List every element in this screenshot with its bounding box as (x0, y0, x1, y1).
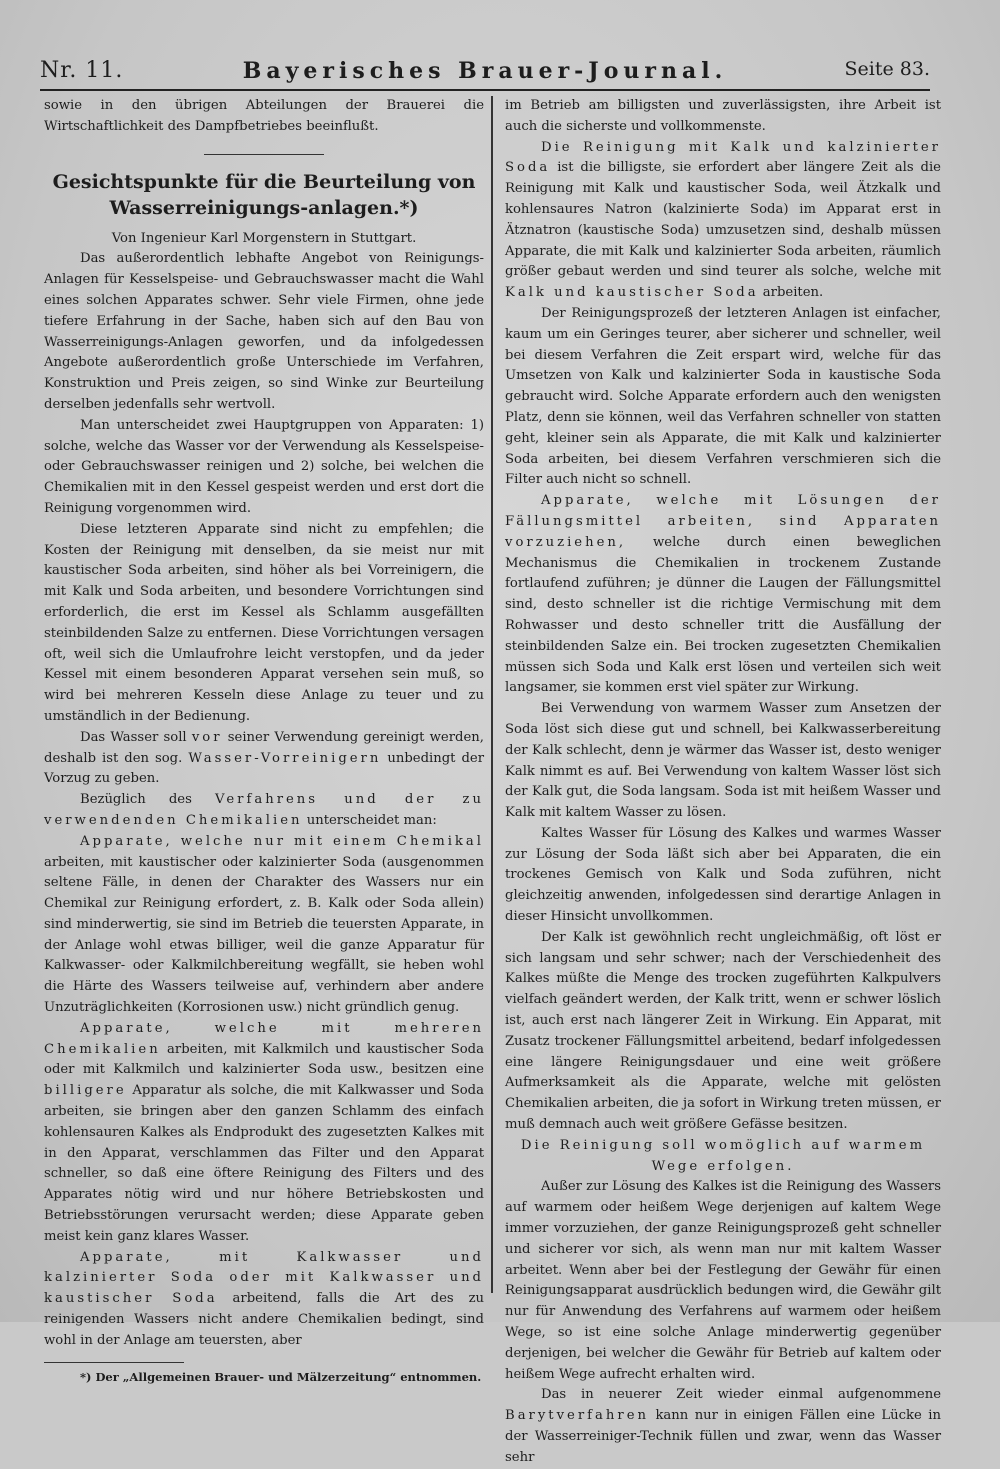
paragraph: Außer zur Lösung des Kalkes ist die Reinigung des Wassers auf warmem oder heißem Wege derjenigen auf kaltem Wege immer vorzuziehen, der ganze Reinigungsprozeß geht schneller und sicherer vor sich, als wenn man nur mit kaltem Wasser arbeitet. Wenn aber bei der Festlegung der Gewähr für einen Reinigungsapparat ausdrücklich bedungen wird, die Gewähr gilt nur für Anwendung des Verfahrens auf warmem oder heißem Wege, so ist eine solche Anlage minderwertig gegenüber derjenigen, bei welcher die Gewähr für Betrieb auf kaltem oder heißem Wege aufrecht erhalten wird. (505, 1179, 941, 1382)
page-header (40, 58, 930, 90)
issue-number: Nr. 11. (40, 58, 124, 83)
paragraph: Apparate, welche mit mehreren Chemikalien arbeiten, mit Kalkmilch und kaustischer Soda oder mit Kalkmilch und kalzinierter Soda usw., besitzen eine billigere Apparatur als solche, die mit Kalkwasser und Soda arbeiten, sie bringen aber den ganzen Schlamm des einfach kohlensauren Kalkes als Endprodukt des zugesetzten Kalkes mit in den Apparat, verschlammen das Filter und den Apparat schneller, so daß eine öftere Reinigung des Filters und des Apparates nötig wird und nur höhere Betriebskosten und Betriebsstörungen verursacht werden; diese Apparate geben meist kein ganz klares Wasser. (44, 1020, 484, 1244)
paragraph: Bei Verwendung von warmem Wasser zum Ansetzen der Soda löst sich diese gut und schnell, bei Kalkwasserbereitung der Kalk schlecht, denn je wärmer das Wasser ist, desto weniger Kalk nimmt es auf. Bei Verwendung von kaltem Wasser löst sich der Kalk gut, die Soda langsam. Soda ist mit heißem Wasser und Kalk mit kaltem Wasser zu lösen. (505, 701, 941, 821)
paragraph: Die Reinigung mit Kalk und kalzinierter Soda ist die billigste, sie erfordert aber längere Zeit als die Reinigung mit Kalk und kaustischer Soda, weil Ätzkalk und kohlensaures Natron (kalzinierte Soda) im Apparat erst in Ätznatron (kaustische Soda) umzusetzen sind, deshalb müssen Apparate, die mit Kalk und kalzinierter Soda arbeiten, räumlich größer gebaut werden und sind teurer als solche, welche mit Kalk und kaustischer Soda arbeiten. (505, 139, 941, 301)
paragraph: Bezüglich des Verfahrens und der zu verwendenden Chemikalien unterscheidet man: (44, 792, 484, 828)
paragraph: im Betrieb am billigsten und zuverlässigsten, ihre Arbeit ist auch die sicherste und vollkommenste. (505, 98, 941, 134)
article-byline: Von Ingenieur Karl Morgenstern in Stuttgart. (111, 230, 417, 246)
paragraph: Das in neuerer Zeit wieder einmal aufgenommene Barytverfahren kann nur in einigen Fällen eine Lücke in der Wasserreiniger-Technik füllen und zwar, wenn das Wasser sehr (505, 1387, 941, 1465)
section-subheading: Die Reinigung soll womöglich auf warmem Wege erfolgen. (520, 1137, 926, 1174)
paragraph: Kaltes Wasser für Lösung des Kalkes und warmes Wasser zur Lösung der Soda läßt sich aber bei Apparaten, die ein trockenes Gemisch von Kalk und Soda zuführen, nicht gleichzeitig anwenden, infolgedessen sind derartige Anlagen in dieser Hinsicht unvollkommen. (505, 825, 941, 925)
paragraph: Man unterscheidet zwei Hauptgruppen von Apparaten: 1) solche, welche das Wasser vor der Verwendung als Kesselspeise- oder Gebrauchswasser reinigen und 2) solche, bei welchen die Chemikalien mit in den Kessel gespeist werden und erst dort die Reinigung vorgenommen wird. (44, 417, 484, 516)
paragraph: Apparate, welche mit Lösungen der Fällungsmittel arbeiten, sind Apparaten vorzuziehen, welche durch einen beweglichen Mechanismus die Chemikalien in trockenem Zustande fortlaufend zuführen; je dünner die Laugen der Fällungsmittel sind, desto schneller ist die richtige Vermischung mit dem Rohwasser und desto schneller tritt die Ausfällung der steinbildenden Salze ein. Bei trocken zugesetzten Chemikalien müssen sich Soda und Kalk erst lösen und verteilen sich weit langsamer, sie kommen erst viel später zur Wirkung. (505, 493, 941, 696)
paragraph: Apparate, mit Kalkwasser und kalzinierter Soda oder mit Kalkwasser und kaustischer Soda arbeitend, falls die Art des zu reinigenden Wassers nicht andere Chemikalien bedingt, sind wohl in der Anlage am teuersten, aber (44, 1249, 485, 1348)
journal-title: Bayerisches Brauer-Journal. (242, 58, 728, 84)
right-column (505, 96, 941, 1469)
footnote-rule (44, 1362, 184, 1363)
header-rule (40, 89, 930, 91)
page-number: Seite 83. (844, 58, 930, 80)
column-divider (491, 96, 493, 1293)
paragraph: Diese letzteren Apparate sind nicht zu empfehlen; die Kosten der Reinigung mit denselben, da sie meist nur mit kaustischer Soda arbeiten, sind höher als bei Vorreinigern, die mit Kalk und Soda arbeiten, und besondere Vorrichtungen sind erforderlich, die erst im Kessel als Schlamm ausgefällten steinbildenden Salze zu entfernen. Diese Vorrichtungen versagen oft, weil sich die Umlaufrohre leicht verstopfen, und da jeder Kessel mit einem besonderen Apparat versehen sein muß, so wird bei mehreren Kesseln diese Anlage zu teuer und zu umständlich in der Bedienung. (44, 521, 484, 724)
article-headline: Gesichtspunkte für die Beurteilung von Wasserreinigungs-anlagen.*) (52, 170, 476, 219)
left-column (44, 96, 484, 1385)
footnote: *) Der „Allgemeinen Brauer- und Mälzerzeitung“ entnommen. (80, 1369, 482, 1384)
paragraph: Das Wasser soll vor seiner Verwendung gereinigt werden, deshalb ist den sog. Wasser-Vorreinigern unbedingt der Vorzug zu geben. (44, 729, 484, 787)
paragraph: Der Reinigungsprozeß der letzteren Anlagen ist einfacher, kaum um ein Geringes teurer, aber sicherer und schneller, weil bei diesem Verfahren die Zeit erspart wird, welche für das Umsetzen von Kalk und kalzinierter Soda in kaustische Soda gebraucht wird. Solche Apparate erfordern auch den wenigsten Platz, denn sie können, weil das Verfahren schneller von statten geht, kleiner sein als Apparate, die mit Kalk und kalzinierter Soda arbeiten, bei diesem Verfahren verschmieren sich die Filter auch nicht so schnell. (505, 305, 941, 488)
section-separator (204, 154, 324, 155)
paragraph: Der Kalk ist gewöhnlich recht ungleichmäßig, oft löst er sich langsam und sehr schwer; nach der Verschiedenheit des Kalkes müßte die Menge des trocken zugeführten Kalkpulvers vielfach geändert werden, der Kalk tritt, wenn er schwer löslich ist, auch erst nach längerer Zeit in Wirkung. Ein Apparat, mit Zusatz trockener Fällungsmittel arbeitend, bedarf infolgedessen eine längere Reinigungsdauer und eine weit größere Aufmerksamkeit als die Apparate, welche mit gelösten Chemikalien arbeiten, die ja sofort in Wirkung treten müssen, er muß demnach auch weit größere Gefässe besitzen. (505, 929, 941, 1133)
paragraph: Das außerordentlich lebhafte Angebot von Reinigungs-Anlagen für Kesselspeise- und Gebrauchswasser macht die Wahl eines solchen Apparates schwer. Sehr viele Firmen, ohne jede tiefere Erfahrung in der Sache, haben sich auf den Bau von Wasserreinigungs-Anlagen geworfen, und da infolgedessen Angebote außerordentlich große Unterschiede im Verfahren, Konstruktion und Preis zeigen, so sind Winke zur Beurteilung derselben jedenfalls sehr wertvoll. (44, 251, 484, 412)
intro-text: sowie in den übrigen Abteilungen der Brauerei die Wirtschaftlichkeit des Dampfbetriebes beeinflußt. (44, 98, 484, 134)
paragraph: Apparate, welche nur mit einem Chemikal arbeiten, mit kaustischer oder kalzinierter Soda (ausgenommen seltene Fälle, in denen der Charakter des Wassers nur ein Chemikal zur Reinigung erfordert, z. B. Kalk oder Soda allein) sind minderwertig, sie sind im Betrieb die teuersten Apparate, in der Anlage wohl etwas billiger, weil die ganze Apparatur für Kalkwasser- oder Kalkmilchbereitung wegfällt, sie heben wohl die Härte des Wassers teilweise auf, verhindern aber andere Unzuträglichkeiten (Korrosionen usw.) nicht gründlich genug. (44, 833, 484, 1016)
